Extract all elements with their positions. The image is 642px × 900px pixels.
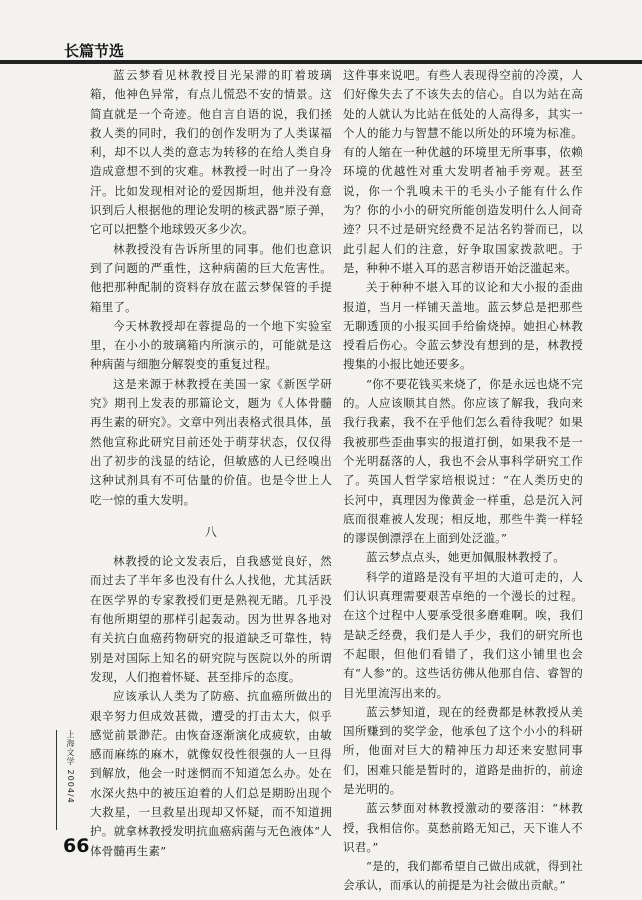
magazine-side-label: 上海文学 2004/4 — [56, 730, 76, 830]
paragraph: “你不要花钱买来烧了，你是永远也烧不完的。人应该顺其自然。你应该了解我，我向来我行我素，我不在乎他们怎么看待我呢？如果我被那些歪曲事实的报道打倒，如果我不是一个光明磊落的人，我也不会从事科学研究工作了。英国人哲学家培根说过：“在人类历史的长河中，真理因为像黄金一样重，总是沉入河底而很难被人发现；相反地，那些牛粪一样轻的谬误倒漂浮在上面到处泛滥。” — [343, 376, 583, 546]
left-text-column — [90, 66, 332, 861]
paragraph: 蓝云梦点点头，她更加佩服林教授了。 — [366, 550, 565, 565]
paragraph: 蓝云梦知道，现在的经费都是林教授从美国所赚到的奖学金，他承包了这个小小的科研所，他面对巨大的精神压力却还来安慰同事们，困难只能是暂时的，道路是曲折的，前途是光明的。 — [343, 704, 583, 796]
paragraph: 今天林教授却在蓉提岛的一个地下实验室里，在小小的玻璃箱内所演示的，可能就是这种病菌与细胞分解裂变的重复过程。 — [90, 318, 332, 372]
header-rule — [0, 60, 642, 64]
paragraph: 关于种种不堪入耳的议论和大小报的歪曲报道，当月一样铺天盖地。蓝云梦总是把那些无聊透顶的小报买回手给偷烧掉。她担心林教授看后伤心。令蓝云梦没有想到的是，林教授搜集的小报比她还要多。 — [343, 280, 583, 372]
paragraph: 科学的道路是没有平坦的大道可走的，人们认识真理需要艰苦卓绝的一个漫长的过程。在这个过程中人要承受很多磨难啊。唉，我们是缺乏经费，我们是人手少，我们的研究所也不起眼，但他们看错了，我们这小铺里也会有“人参”的。这些话彷佛从他那自信、睿智的目光里流泻出来的。 — [343, 569, 583, 700]
paragraph: 这件事来说吧。有些人表现得空前的冷漠，人们好像失去了不该失去的信心。自以为站在高处的人就认为比站在低处的人高得多，其实一个人的能力与智慧不能以所处的环境为标准。有的人缩在一种优越的环境里无所事事，依赖环境的优越性对重大发明者袖手旁观。甚至说，你一个乳嗅未干的毛头小子能有什么作为？你的小小的研究所能创造发明什么人间奇迹？只不过是研究经费不足沽名钓誉而已，以此引起人们的注意，好争取国家拨款吧。于是，种种不堪入耳的恶言秽语开始泛滥起来。 — [343, 68, 583, 275]
paragraph: 蓝云梦面对林教授激动的要落泪：“林教授，我相信你。莫愁前路无知己，天下谁人不识君。” — [343, 801, 583, 854]
section-number: 八 — [204, 524, 218, 539]
section-title: 长篇节选 — [64, 42, 125, 60]
page-number: 66 — [63, 835, 90, 857]
page-header — [0, 38, 642, 68]
paragraph: “是的，我们都希望自己做出成就，得到社会承认，而承认的前提是为社会做出贡献。” — [343, 859, 583, 893]
paragraph: 林教授没有告诉所里的同事。他们也意识到了问题的严重性，这种病菌的巨大危害性。他把那种配制的资料存放在蓝云梦保管的手提箱里了。 — [90, 241, 332, 314]
paragraph: 林教授的论文发表后，自我感觉良好，然而过去了半年多也没有什么人找他，尤其活跃在医学界的专家教授们更是熟视无睹。几乎没有他所期望的那样引起轰动。因为世界各地对有关抗白血癌药物研究的报道缺乏可靠性，特别是对国际上知名的研究院与医院以外的所谓发现，人们抱着怀疑、甚至排斥的态度。 — [90, 554, 332, 684]
paragraph: 蓝云梦看见林教授目光呆滞的盯着玻璃箱，他神色异常，有点儿慌恐不安的情景。这简直就是一个奇迹。他自言自语的说，我们拯救人类的同时，我们的创作发明为了人类谋福利，却不以人类的意志为转移的在给人类自身造成意想不到的灾难。林教授一时出了一身冷汗。比如发现相对论的爱因斯坦，他并没有意识到后人根据他的理论发明的核武器”原子弹，它可以把整个地球毁灭多少次。 — [90, 68, 332, 237]
paragraph: 应该承认人类为了防癌、抗血癌所做出的艰辛努力但成效甚微，遭受的打击太大，似乎感觉前景渺茫。由恢奋逐渐演化成疲软，由敏感而麻练的麻木，就像奴役性很强的人一旦得到解放，他会一时迷惘而不知道怎么办。处在水深火热中的被压迫着的人们总是期盼出现个大救星，一旦救星出现却又怀疑，而不知道拥护。就拿林教授发明抗血癌病菌与无色液体“人体骨髓再生素” — [90, 689, 332, 858]
paragraph: 这是来源于林教授在美国一家《新医学研究》期刊上发表的那篇论文，题为《人体骨髓再生素的研究》。文章中列出表格式很具体，虽然他宣称此研究目前还处于萌芽状态，仅仅得出了初步的浅显的结论，但敏感的人已经嗅出这种试剂具有不可估量的价值。也是令世上人吃一惊的重大发明。 — [90, 376, 332, 507]
right-text-column — [343, 66, 583, 896]
